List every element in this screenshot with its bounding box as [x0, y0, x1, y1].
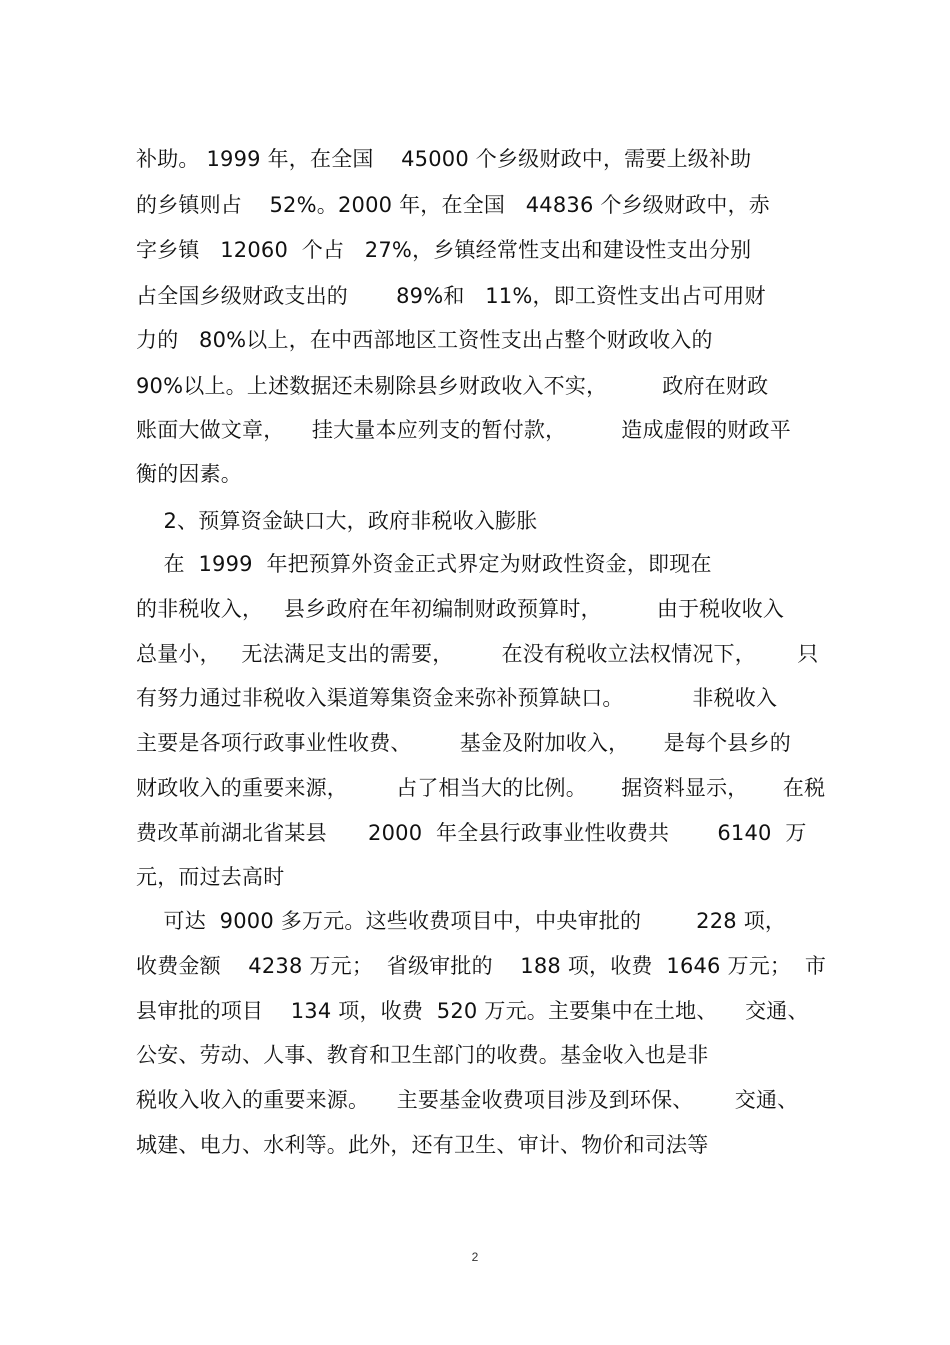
page-number: 2: [471, 1250, 479, 1264]
text-line: 90%以上。上述数据还未剔除县乡财政收入不实， 政府在财政: [136, 374, 769, 398]
text-line: 公安、劳动、人事、教育和卫生部门的收费。基金收入也是非: [136, 1043, 709, 1067]
text-line: 有努力通过非税收入渠道筹集资金来弥补预算缺口。 非税收入: [136, 686, 778, 710]
text-line: 的非税收入， 县乡政府在年初编制财政预算时， 由于税收收入: [136, 597, 785, 621]
text-line: 衡的因素。: [136, 462, 242, 486]
text-line: 收费金额 4238 万元； 省级审批的 188 项，收费 1646 万元； 市: [136, 954, 827, 978]
text-line: 元，而过去高时: [136, 865, 285, 889]
text-line: 主要是各项行政事业性收费、 基金及附加收入， 是每个县乡的: [136, 731, 791, 755]
text-line: 可达 9000 多万元。这些收费项目中，中央审批的 228 项，: [136, 909, 787, 933]
text-line: 力的 80%以上，在中西部地区工资性支出占整个财政收入的: [136, 328, 713, 352]
text-line: 财政收入的重要来源， 占了相当大的比例。 据资料显示， 在税: [136, 776, 826, 800]
text-line: 总量小， 无法满足支出的需要， 在没有税收立法权情况下， 只: [136, 642, 819, 666]
text-line: 的乡镇则占 52%。2000 年，在全国 44836 个乡级财政中，赤: [136, 193, 770, 217]
text-line: 占全国乡级财政支出的 89%和 11%，即工资性支出占可用财: [136, 284, 766, 308]
text-line: 账面大做文章， 挂大量本应列支的暂付款， 造成虚假的财政平: [136, 418, 791, 442]
text-line: 税收入收入的重要来源。 主要基金收费项目涉及到环保、 交通、: [136, 1088, 799, 1112]
text-line: 县审批的项目 134 项，收费 520 万元。主要集中在土地、 交通、: [136, 999, 809, 1023]
text-line: 补助。 1999 年，在全国 45000 个乡级财政中，需要上级补助: [136, 147, 752, 171]
text-line: 城建、电力、水利等。此外，还有卫生、审计、物价和司法等: [136, 1133, 709, 1157]
text-line: 在 1999 年把预算外资金正式界定为财政性资金，即现在: [136, 552, 712, 576]
section-heading: 2、预算资金缺口大，政府非税收入膨胀: [136, 509, 538, 533]
text-line: 费改革前湖北省某县 2000 年全县行政事业性收费共 6140 万: [136, 821, 807, 845]
text-line: 字乡镇 12060 个占 27%，乡镇经常性支出和建设性支出分别: [136, 238, 752, 262]
